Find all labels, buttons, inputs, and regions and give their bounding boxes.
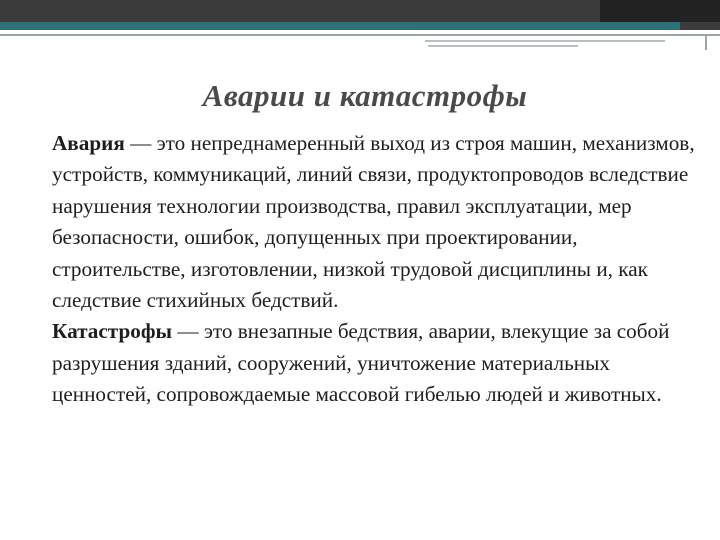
definition-paragraph-catastrophe (52, 316, 702, 410)
slide-title: Аварии и катастрофы (202, 78, 528, 113)
definition-accident-text: — это непреднамеренный выход из строя машин, механизмов, устройств, коммуникаций, линий связи, продуктопроводов вследствие нарушения технологии производства, правил эксплуатации, мер безопасности, ошибок, допущенных при проектировании, строительстве, изготовлении, низкой трудовой дисциплины и, как следствие стихийных бедствий. (52, 131, 695, 313)
definition-paragraph-accident (52, 128, 702, 316)
decorative-corner-line (705, 36, 707, 50)
header-divider-line (0, 34, 720, 36)
header-stripe-end (680, 22, 720, 30)
header-teal-stripe (0, 22, 720, 30)
term-catastrophe: Катастрофы (52, 319, 173, 344)
decorative-line-short (428, 45, 578, 47)
slide-body (52, 128, 702, 411)
header-band-accent (600, 0, 720, 22)
decorative-line (425, 40, 665, 42)
definition-catastrophe-text: — это внезапные бедствия, аварии, влекущие за собой разрушения зданий, сооружений, уничтожение материальных ценностей, сопровождаемые массовой гибелью людей и животных. (52, 319, 670, 407)
term-accident: Авария (52, 131, 125, 155)
